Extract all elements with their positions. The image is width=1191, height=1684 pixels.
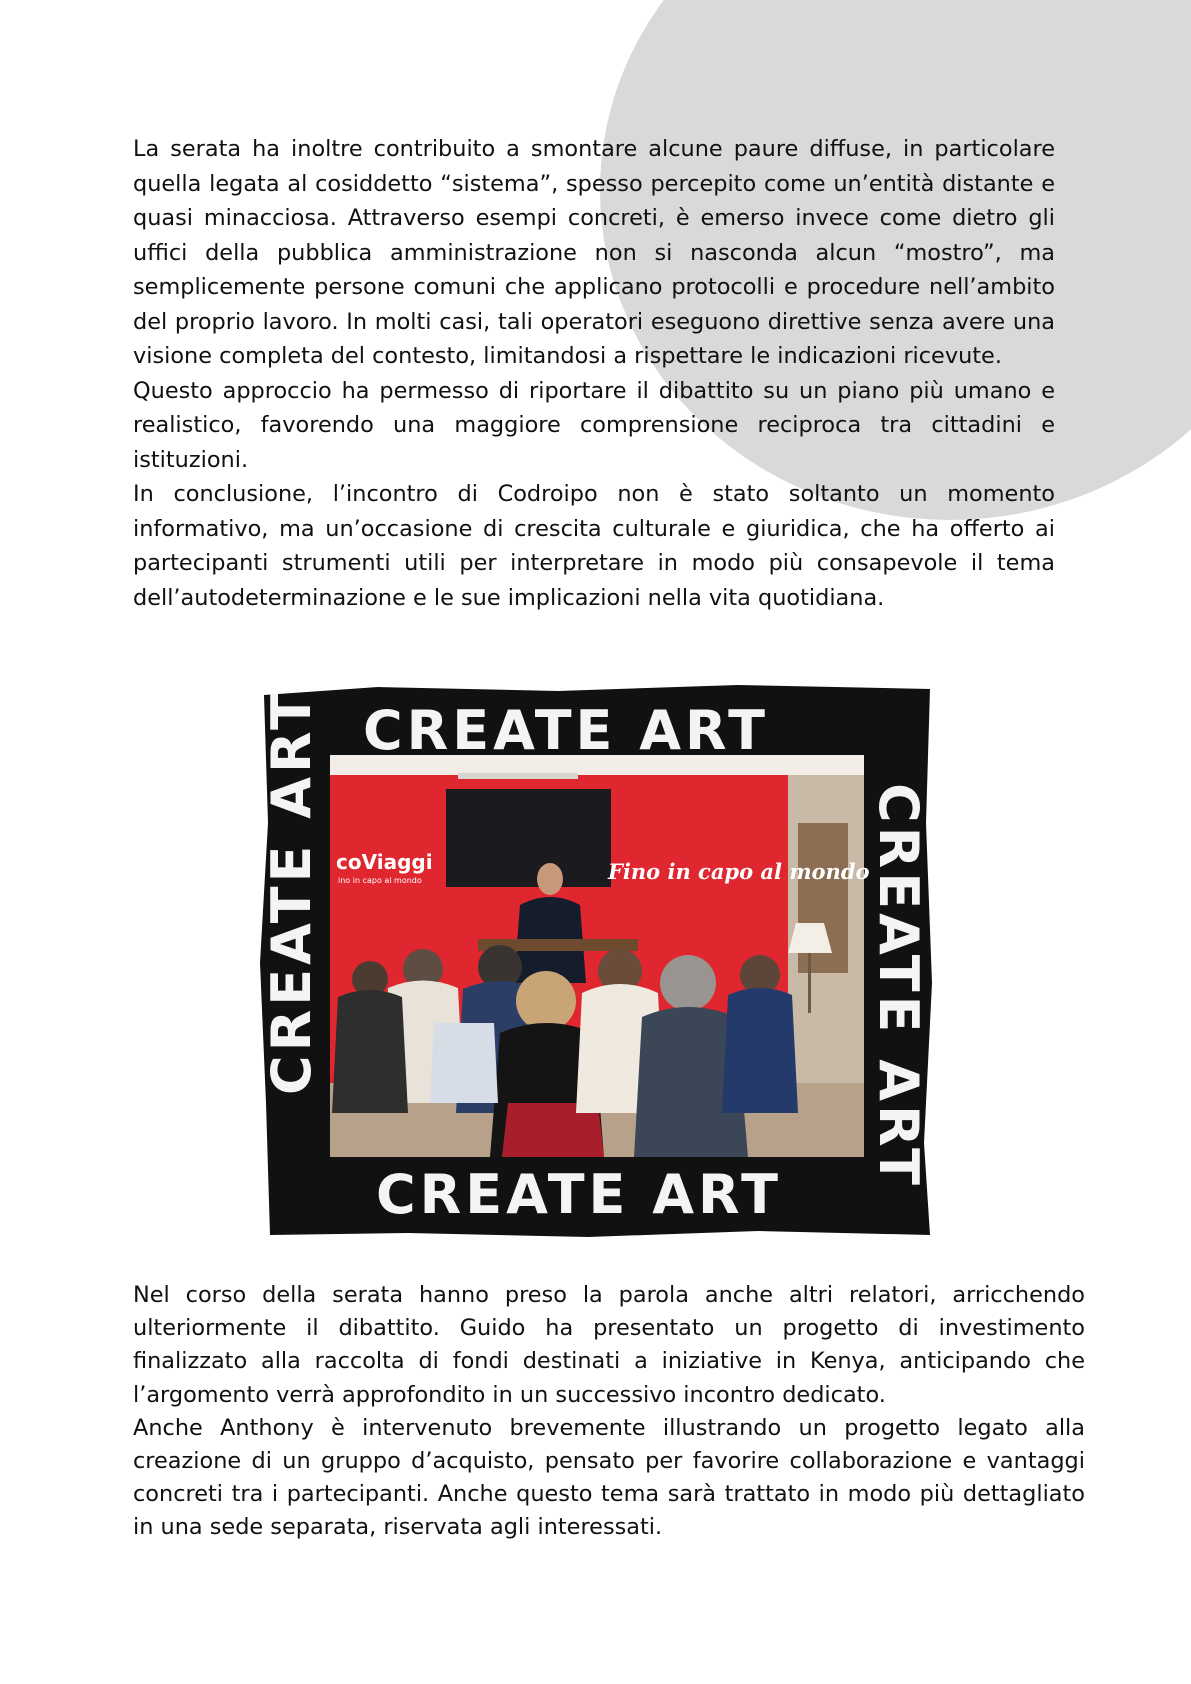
paragraph-system-fears: La serata ha inoltre contribuito a smontare alcune paure diffuse, in particolare quella legata al cosiddetto “sistema”, spesso percepito come un’entità distante e quasi minacciosa. Attraverso esempi concreti, è emerso invece come dietro gli uffici della pubblica amministrazione non si nasconda alcun “mostro”, ma semplicemente persone comuni che applicano protocolli e procedure nell’ambito del proprio lavoro. In molti casi, tali operatori eseguono direttive senza avere una visione completa del contesto, limitandosi a rispettare le indicazioni ricevute. xyxy=(133,136,1055,369)
frame-label-left: CREATE ART xyxy=(260,688,323,1095)
paragraph-purchasing-group: Anche Anthony è intervenuto brevemente illustrando un progetto legato alla creazione di un gruppo d’acquisto, pensato per favorire collaborazione e vantaggi concreti tra i partecipanti. Anche questo tema sarà trattato in modo più dettagliato in una sede separata, riservata agli interessati. xyxy=(133,1414,1085,1541)
wall-brand-text: coViaggi xyxy=(336,850,433,874)
paragraph-conclusion: In conclusione, l’incontro di Codroipo non è stato soltanto un momento informativo, ma un’occasione di crescita culturale e giuridica, che ha offerto ai partecipanti strumenti utili per interpretare in modo più consapevole il tema dell’autodeterminazione e le sue implicazioni nella vita quotidiana. xyxy=(133,481,1055,611)
framed-photo xyxy=(258,683,934,1239)
frame-label-bottom: CREATE ART xyxy=(376,1163,783,1226)
tv-screen xyxy=(446,789,611,887)
wall-brand-subtext: ino in capo al mondo xyxy=(338,876,422,885)
article-text-top xyxy=(133,132,1055,615)
article-text-bottom xyxy=(133,1279,1085,1545)
wall-slogan-text: Fino in capo al mondo xyxy=(608,859,870,884)
frame-label-top: CREATE ART xyxy=(363,699,770,762)
paragraph-other-speakers: Nel corso della serata hanno preso la parola anche altri relatori, arricchendo ulteriormente il dibattito. Guido ha presentato un progetto di investimento finalizzato alla raccolta di fondi destinati a iniziative in Kenya, anticipando che l’argomento verrà approfondito in un successivo incontro dedicato. xyxy=(133,1282,1085,1408)
paragraph-human-approach: Questo approccio ha permesso di riportare il dibattito su un piano più umano e realistico, favorendo una maggiore comprensione reciproca tra cittadini e istituzioni. xyxy=(133,377,1055,473)
event-photo xyxy=(330,755,870,1157)
event-photo-frame xyxy=(258,683,934,1239)
frame-label-right: CREATE ART xyxy=(867,783,930,1190)
